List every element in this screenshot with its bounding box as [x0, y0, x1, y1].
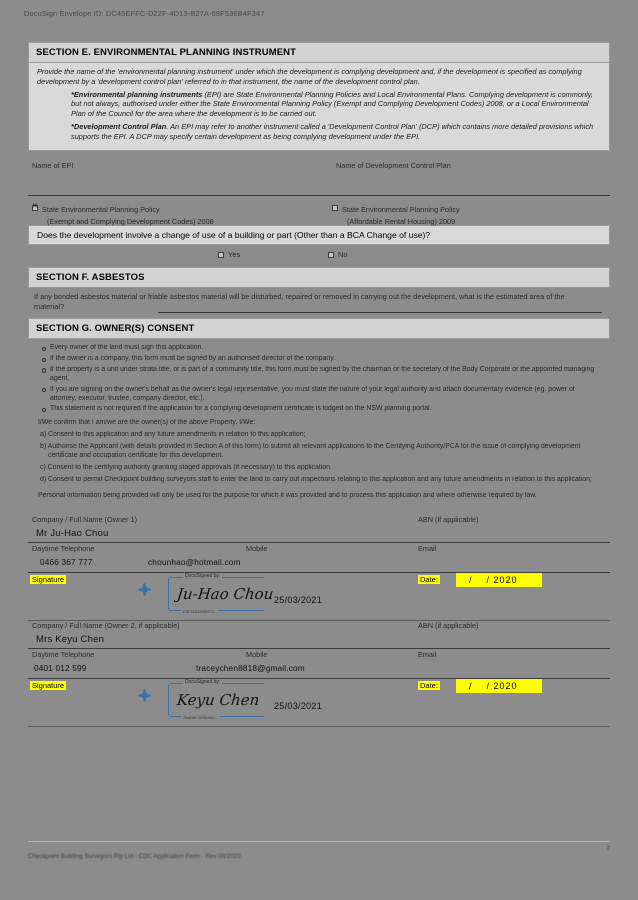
list-item: If the owner is a company, this form must be signed by an authorised director of the company.	[50, 354, 602, 363]
section-f-body	[28, 288, 610, 318]
dcp-name-label: Name of Development Control Plan	[336, 161, 451, 171]
owner-2-signature-row	[28, 679, 610, 727]
docusign-anchor-icon	[138, 689, 151, 702]
page-footer	[28, 841, 610, 863]
owner-2-docusign-id: 7B4D9C1E56A83...	[183, 714, 218, 720]
section-g-body	[28, 339, 610, 504]
document-page	[28, 42, 610, 877]
owner-2-signed-date: 25/03/2021	[274, 700, 323, 711]
owner-2-name-label: Company / Full Name (Owner 2, if applicable)	[32, 620, 180, 630]
section-e-title: SECTION E. ENVIRONMENTAL PLANNING INSTRUMENT	[28, 42, 610, 63]
sepp-exempt-complying-label-line2: (Exempt and Complying Development Codes) 2008	[47, 217, 214, 227]
owner-1-contact-values	[28, 555, 610, 572]
owner-2-abn-label: ABN (if applicable)	[418, 620, 479, 630]
owner-1-signed-date: 25/03/2021	[274, 594, 323, 605]
section-e-intro-block	[28, 63, 610, 151]
owner-2-header-row	[28, 621, 610, 634]
sepp-affordable-housing-label-line2: (Affordable Rental Housing) 2009	[347, 217, 456, 227]
owner-2-docusign-signature	[168, 678, 264, 720]
sepp-exempt-complying-option[interactable]	[32, 199, 322, 226]
owner-1-phone-label: Daytime Telephone	[32, 543, 95, 553]
section-e-note-epi	[71, 90, 601, 119]
change-of-use-answer-row	[28, 245, 610, 267]
docusign-envelope-id: DocuSign Envelope ID: DC45EFFC-D22F-4D13-B27A-68F536B4F347	[24, 9, 265, 18]
section-e-intro: Provide the name of the 'environmental planning instrument' under which the development is complying development and, if the development is specified as complying development by a 'development control plan' referred to in that instrument, the name of the development control plan.	[37, 67, 582, 86]
owner-1-docusign-label: DocuSigned by:	[185, 572, 221, 579]
owner-2-date-field[interactable]: / / 2020	[456, 679, 542, 693]
owner-1-phone-value[interactable]: 0466 367 777	[40, 556, 93, 567]
owner-1-date-label: Date:	[420, 574, 438, 584]
section-g-title: SECTION G. OWNER(S) CONSENT	[28, 318, 610, 339]
sepp-checkbox-row	[28, 199, 610, 225]
section-f-title: SECTION F. ASBESTOS	[28, 267, 610, 288]
change-of-use-question: Does the development involve a change of use of a building or part (Other than a BCA Change of use)?	[28, 225, 610, 245]
section-e-note-dcp-term: *Development Control Plan	[71, 121, 167, 131]
owner-2-phone-label: Daytime Telephone	[32, 649, 95, 659]
consent-item-d: d) Consent to permit Checkpoint building surveyors staff to enter the land to carry out inspections relating to this application and any future amendments in relation to this application;	[40, 476, 592, 484]
owner-2-phone-value[interactable]: 0401 012 599	[34, 662, 87, 673]
owner-1-docusign-signature	[168, 572, 275, 614]
epi-name-input[interactable]	[32, 173, 312, 191]
owner-1-mobile-value[interactable]: chounhao@hotmail.com	[148, 556, 241, 567]
sepp-affordable-housing-option[interactable]	[332, 199, 602, 226]
owner-consent-bullets	[36, 343, 602, 413]
consent-item-c: c) Consent to the certifying authority granting staged approvals (if necessary) to this application.	[40, 464, 332, 472]
section-e-note-dcp-text: . An EPI may refer to another instrument called a 'Development Control Plan' (DCP) which contains more detailed provisions which supports the EPI. A DCP may specify certain development as being complying development under the EPI.	[71, 121, 594, 141]
owner-2-name-value[interactable]: Mrs Keyu Chen	[36, 633, 105, 645]
change-of-use-yes-option[interactable]	[218, 250, 240, 259]
section-e-note-epi-term: *Environmental planning instruments	[71, 89, 203, 99]
owner-2-contact-values	[28, 661, 610, 678]
dcp-name-input[interactable]	[336, 173, 601, 191]
owner-2-contact-header-row	[28, 649, 610, 661]
list-item: If the property is a unit under strata title, or is part of a community title, this form must be signed by the chairman or the secretary of the Body Corporate or the appointed managing agent.	[50, 365, 602, 383]
section-e-note-epi-text: (EPI) are State Environmental Planning Policies and Local Environmental Plans. Complying development is commonly, but not always, authorised under either the State Environmental Planning Policy (Exempt and Complying Development Codes) 2008, or a Local Environmental Plan of the Council for the area where the development is to be carried out.	[71, 89, 593, 119]
sepp-exempt-complying-label-line1: State Environmental Planning Policy	[42, 205, 160, 215]
footer-text: Checkpoint Building Surveyors Pty Ltd - CDC Application Form - Rev 08/2020	[28, 853, 241, 860]
consent-item-a: a) Consent to this application and any future amendments in relation to this application;	[40, 430, 306, 438]
owner-2-docusign-label: DocuSigned by:	[185, 678, 221, 685]
owner-1-mobile-label: Mobile	[246, 543, 268, 553]
change-of-use-yes-checkbox[interactable]	[218, 252, 224, 258]
list-item: If you are signing on the owner's behalf as the owner's legal representative, you must state the nature of your legal authority and attach documentary evidence (eg. power of attorney, executor, trustee, company director, etc.).	[50, 385, 602, 403]
owner-1-contact-header-row	[28, 543, 610, 555]
owner-1-signature-label: Signature	[32, 574, 65, 584]
owner-2-date-label: Date:	[420, 680, 438, 690]
sepp-affordable-housing-checkbox[interactable]	[332, 205, 338, 211]
owner-confirm-line: I/We confirm that I am/we are the owner(s) of the above Property. I/We:	[38, 418, 256, 426]
owner-2-signature-label: Signature	[32, 680, 65, 690]
owner-1-name-value[interactable]: Mr Ju-Hao Chou	[36, 527, 109, 539]
sepp-affordable-housing-label-line1: State Environmental Planning Policy	[342, 205, 460, 215]
owner-1-header-row	[28, 515, 610, 528]
docusign-anchor-icon	[138, 583, 151, 596]
change-of-use-yes-label: Yes	[228, 250, 241, 260]
owner-1-docusign-id: C3F4163A9B472...	[183, 608, 218, 614]
owner-1-abn-label: ABN (if applicable)	[418, 514, 479, 524]
list-item: Every owner of the land must sign this application.	[50, 343, 602, 352]
sepp-exempt-complying-checkbox[interactable]	[32, 205, 38, 211]
page-number: 2	[606, 845, 610, 852]
owner-1-email-label: Email	[418, 543, 437, 553]
privacy-note: Personal information being provided will only be used for the purpose for which it was provided and to process this application and where otherwise required by law.	[38, 491, 537, 499]
change-of-use-no-label: No	[338, 250, 348, 260]
owner-1-date-field[interactable]: / / 2020	[456, 573, 542, 587]
owner-1-signature-row	[28, 573, 610, 621]
list-item: This statement is not required if the application for a complying development certificate is lodged on the NSW planning portal.	[50, 404, 602, 413]
epi-dcp-field-row	[28, 159, 610, 199]
asbestos-area-input[interactable]	[162, 298, 592, 311]
change-of-use-no-option[interactable]	[328, 250, 348, 259]
owner-2-mobile-value[interactable]: traceychen8818@gmail.com	[196, 662, 305, 673]
epi-name-label: Name of EPI	[32, 161, 74, 171]
owner-1-signature-script: Ju-Hao Chou	[176, 584, 275, 603]
owner-2-mobile-label: Mobile	[246, 649, 268, 659]
owner-1-name-label: Company / Full Name (Owner 1)	[32, 514, 138, 524]
section-e-note-dcp	[71, 122, 601, 142]
owner-2-email-label: Email	[418, 649, 437, 659]
owner-2-signature-script: Keyu Chen	[176, 690, 261, 709]
section-f-question: If any bonded asbestos material or friable asbestos material will be disturbed, repaired or removed in carrying out the development, what is the estimated area of the material?	[34, 292, 565, 311]
change-of-use-no-checkbox[interactable]	[328, 252, 334, 258]
consent-item-b: b) Authorise the Applicant (with details provided in Section A of this form) to submit all relevant applications to the Certifying Authority/PCA for the issue of complying development certificate and occupation certificate for this development.	[40, 442, 581, 460]
